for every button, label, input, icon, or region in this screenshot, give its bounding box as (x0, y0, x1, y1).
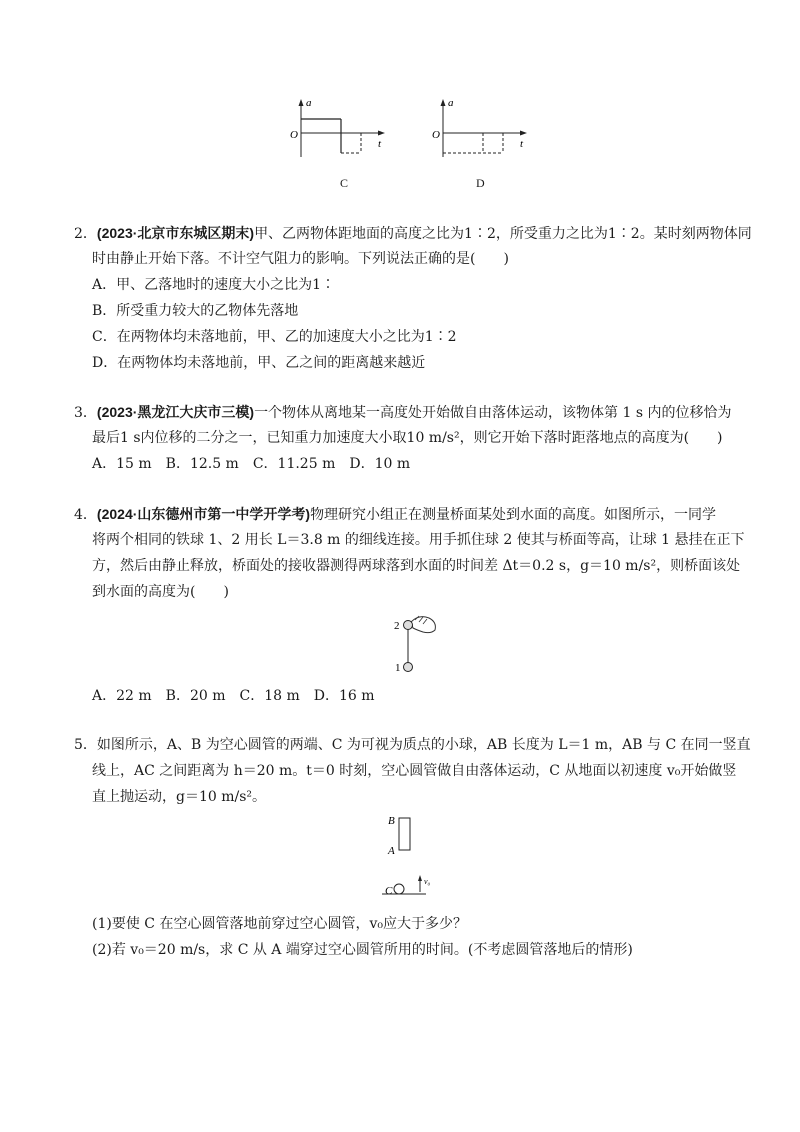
q2-option-d: D．在两物体均未落地前，甲、乙之间的距离越来越近 (92, 355, 426, 371)
q2-source: (2023·北京市东城区期末) (96, 225, 255, 241)
q4-number: 4． (74, 507, 97, 523)
ball-c (394, 884, 404, 894)
hollow-tube (399, 818, 410, 850)
q4-line4: 到水面的高度为( ) (92, 584, 229, 600)
graph-d-axis-a: a (448, 97, 454, 109)
q2-number: 2． (74, 226, 97, 242)
graph-c-axis-a: a (306, 97, 312, 109)
q5-label-v0: v₀ (424, 877, 431, 886)
q5-label-a: A (388, 845, 395, 857)
q3-line1 (74, 402, 732, 423)
q5-label-b: B (388, 815, 395, 827)
hand-illustration (411, 617, 435, 633)
q4-ball1-label: 1 (395, 662, 401, 674)
q4-line2: 将两个相同的铁球 1、2 用长 L＝3.8 m 的细线连接。用手抓住球 2 使其与桥面等高，让球 1 悬挂在正下 (92, 532, 745, 548)
q5-tube-figure (380, 812, 430, 858)
q2-line1 (74, 223, 752, 244)
graph-c-origin: O (290, 129, 298, 141)
q3-number: 3． (74, 405, 97, 421)
graph-c-axis-t: t (378, 138, 382, 150)
ball-2 (404, 621, 413, 630)
q4-ball2-label: 2 (394, 620, 400, 632)
q4-options: A．22 m B．20 m C．18 m D．16 m (92, 688, 375, 704)
q2-text-1: 甲、乙两物体距地面的高度之比为1∶2，所受重力之比为1∶2。某时刻两物体同 (254, 226, 752, 242)
q3-line2: 最后1 s内位移的二分之一，已知重力加速度大小取10 m/s²，则它开始下落时距落地点的高度为( ) (92, 430, 723, 446)
q3-options: A．15 m B．12.5 m C．11.25 m D．10 m (92, 456, 411, 472)
q3-source: (2023·黑龙江大庆市三模) (96, 404, 255, 420)
graph-d-label: D (476, 176, 485, 190)
graph-c (285, 95, 395, 165)
q5-line1 (74, 735, 751, 755)
q2-line2: 时由静止开始下落。不计空气阻力的影响。下列说法正确的是( ) (92, 251, 509, 267)
graph-d (427, 95, 537, 165)
q4-text-1: 物理研究小组正在测量桥面某处到水面的高度。如图所示，一同学 (310, 507, 717, 523)
q4-figure (385, 608, 445, 680)
ball-1 (404, 663, 413, 672)
q5-number: 5． (74, 737, 97, 753)
q5-label-c: C (385, 885, 393, 897)
graph-d-axis-t: t (520, 138, 524, 150)
q3-text-1: 一个物体从离地某一高度处开始做自由落体运动，该物体第 1 s 内的位移恰为 (254, 405, 732, 421)
q5-sub1: (1)要使 C 在空心圆管落地前穿过空心圆管，v₀应大于多少？ (92, 916, 467, 932)
q2-option-c: C．在两物体均未落地前，甲、乙的加速度大小之比为1∶2 (92, 329, 457, 345)
q5-line2: 线上，AC 之间距离为 h＝20 m。t＝0 时刻，空心圆管做自由落体运动，C 从地面以初速度 v₀开始做竖 (92, 763, 737, 779)
q5-line3: 直上抛运动，g＝10 m/s²。 (92, 789, 267, 805)
q2-option-b: B．所受重力较大的乙物体先落地 (92, 303, 299, 319)
q4-source: (2024·山东德州市第一中学开学考) (96, 506, 311, 522)
q5-ball-figure (380, 872, 440, 900)
q4-line3: 方，然后由静止释放，桥面处的接收器测得两球落到水面的时间差 Δt＝0.2 s，g＝10 m/s²，则桥面该处 (92, 558, 741, 574)
q5-text-1: 如图所示，A、B 为空心圆管的两端、C 为可视为质点的小球，AB 长度为 L＝1 m，AB 与 C 在同一竖直 (96, 737, 751, 753)
graph-c-label: C (340, 176, 349, 190)
graph-d-origin: O (432, 129, 440, 141)
q5-sub2: (2)若 v₀＝20 m/s，求 C 从 A 端穿过空心圆管所用的时间。(不考虑圆管落地后的情形) (92, 942, 633, 958)
q2-option-a: A．甲、乙落地时的速度大小之比为1∶ (92, 277, 336, 293)
q4-line1 (74, 504, 716, 525)
